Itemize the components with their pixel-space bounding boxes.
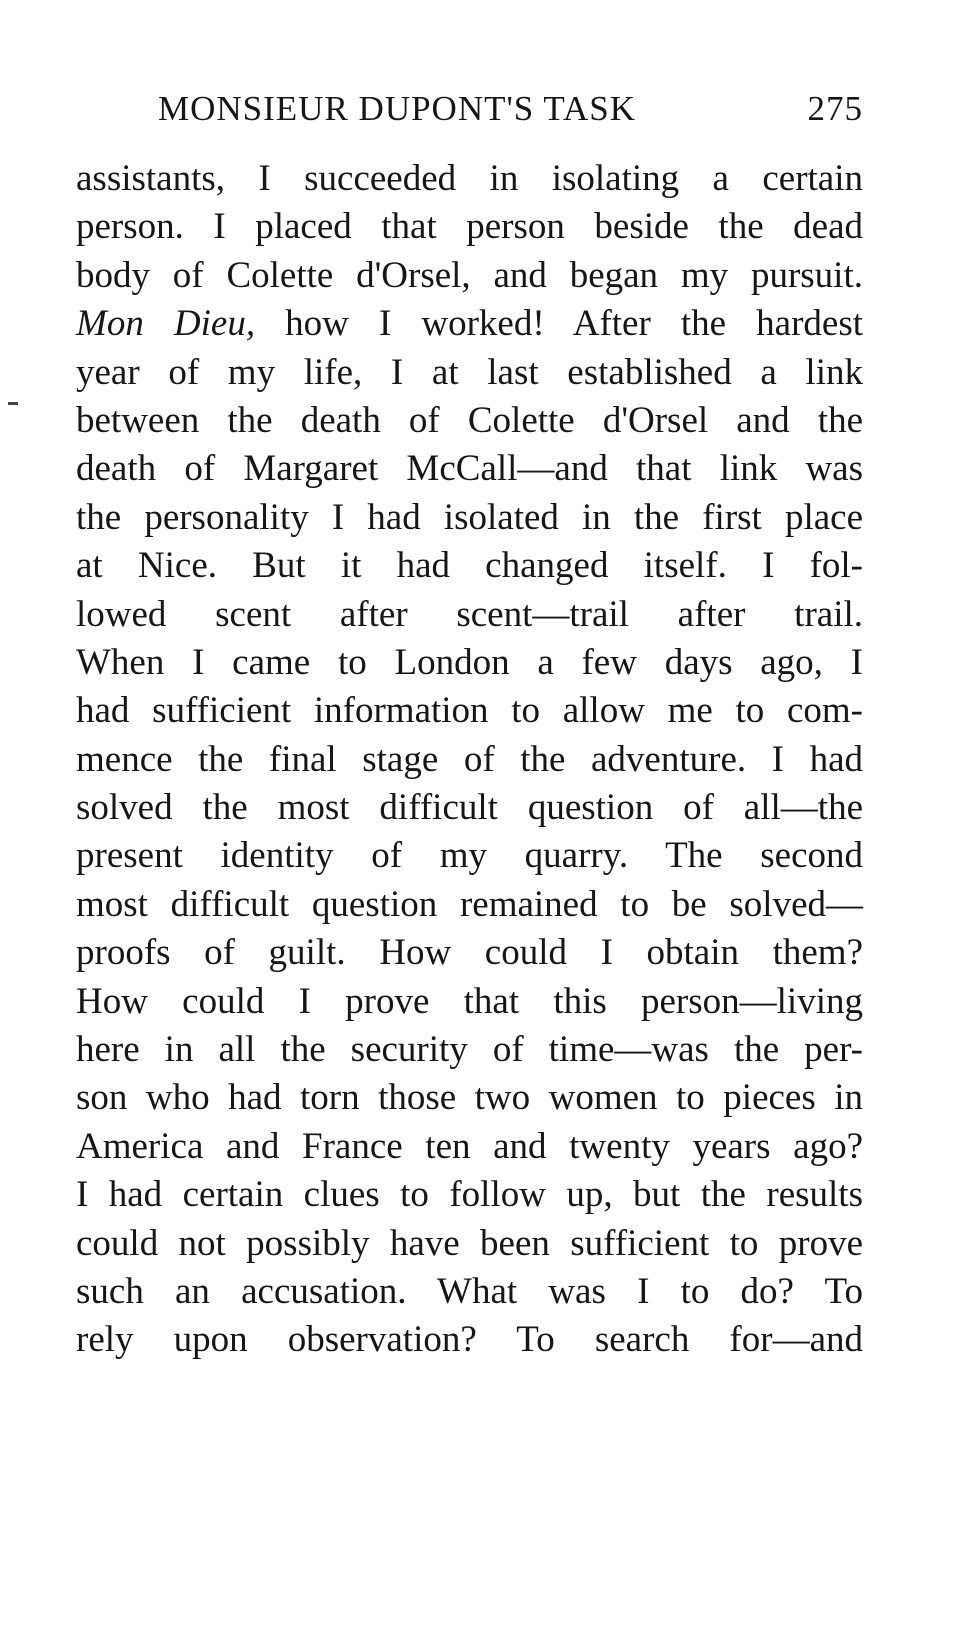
text-line: proofs of guilt. How could I obtain them? [76,932,863,974]
text-line: present identity of my quarry. The second [76,835,863,877]
text-line: such an accusation. What was I to do? To [76,1270,863,1312]
page-number: 275 [807,89,863,128]
text-line: year of my life, I at last established a link [76,351,863,393]
text-line-rest: how I worked! After the hardest [255,303,863,345]
italic-phrase: Mon Dieu, [76,303,256,345]
running-head [158,84,863,134]
text-line: could not possibly have been sufficient to prove [76,1222,863,1264]
text-line: When I came to London a few days ago, I [76,641,863,683]
text-line: person. I placed that person beside the dead [76,206,863,248]
text-line [76,300,863,348]
text-line: mence the final stage of the adventure. I had [76,738,863,780]
text-line: rely upon observation? To search for—and [76,1319,863,1361]
text-line: between the death of Colette d'Orsel and the [76,399,863,441]
text-line: here in all the security of time—was the per- [76,1029,863,1071]
text-line: assistants, I succeeded in isolating a certain [76,158,863,199]
chapter-title: MONSIEUR DUPONT'S TASK [158,89,636,128]
text-line: How could I prove that this person—living [76,980,863,1022]
text-line: son who had torn those two women to pieces in [76,1077,863,1119]
text-line: had sufficient information to allow me to com- [76,690,863,732]
text-line: solved the most difficult question of all—the [76,787,863,829]
text-line: America and France ten and twenty years ago? [76,1125,863,1167]
text-line: the personality I had isolated in the first place [76,496,863,538]
text-line: lowed scent after scent—trail after trail. [76,593,863,635]
body-text [76,155,863,1365]
text-line: body of Colette d'Orsel, and began my pursuit. [76,254,863,296]
text-line: I had certain clues to follow up, but the results [76,1174,863,1216]
text-line: death of Margaret McCall—and that link was [76,448,863,490]
text-line: at Nice. But it had changed itself. I fol- [76,545,863,587]
text-line: most difficult question remained to be solved— [76,883,863,925]
scan-speck [8,402,18,405]
